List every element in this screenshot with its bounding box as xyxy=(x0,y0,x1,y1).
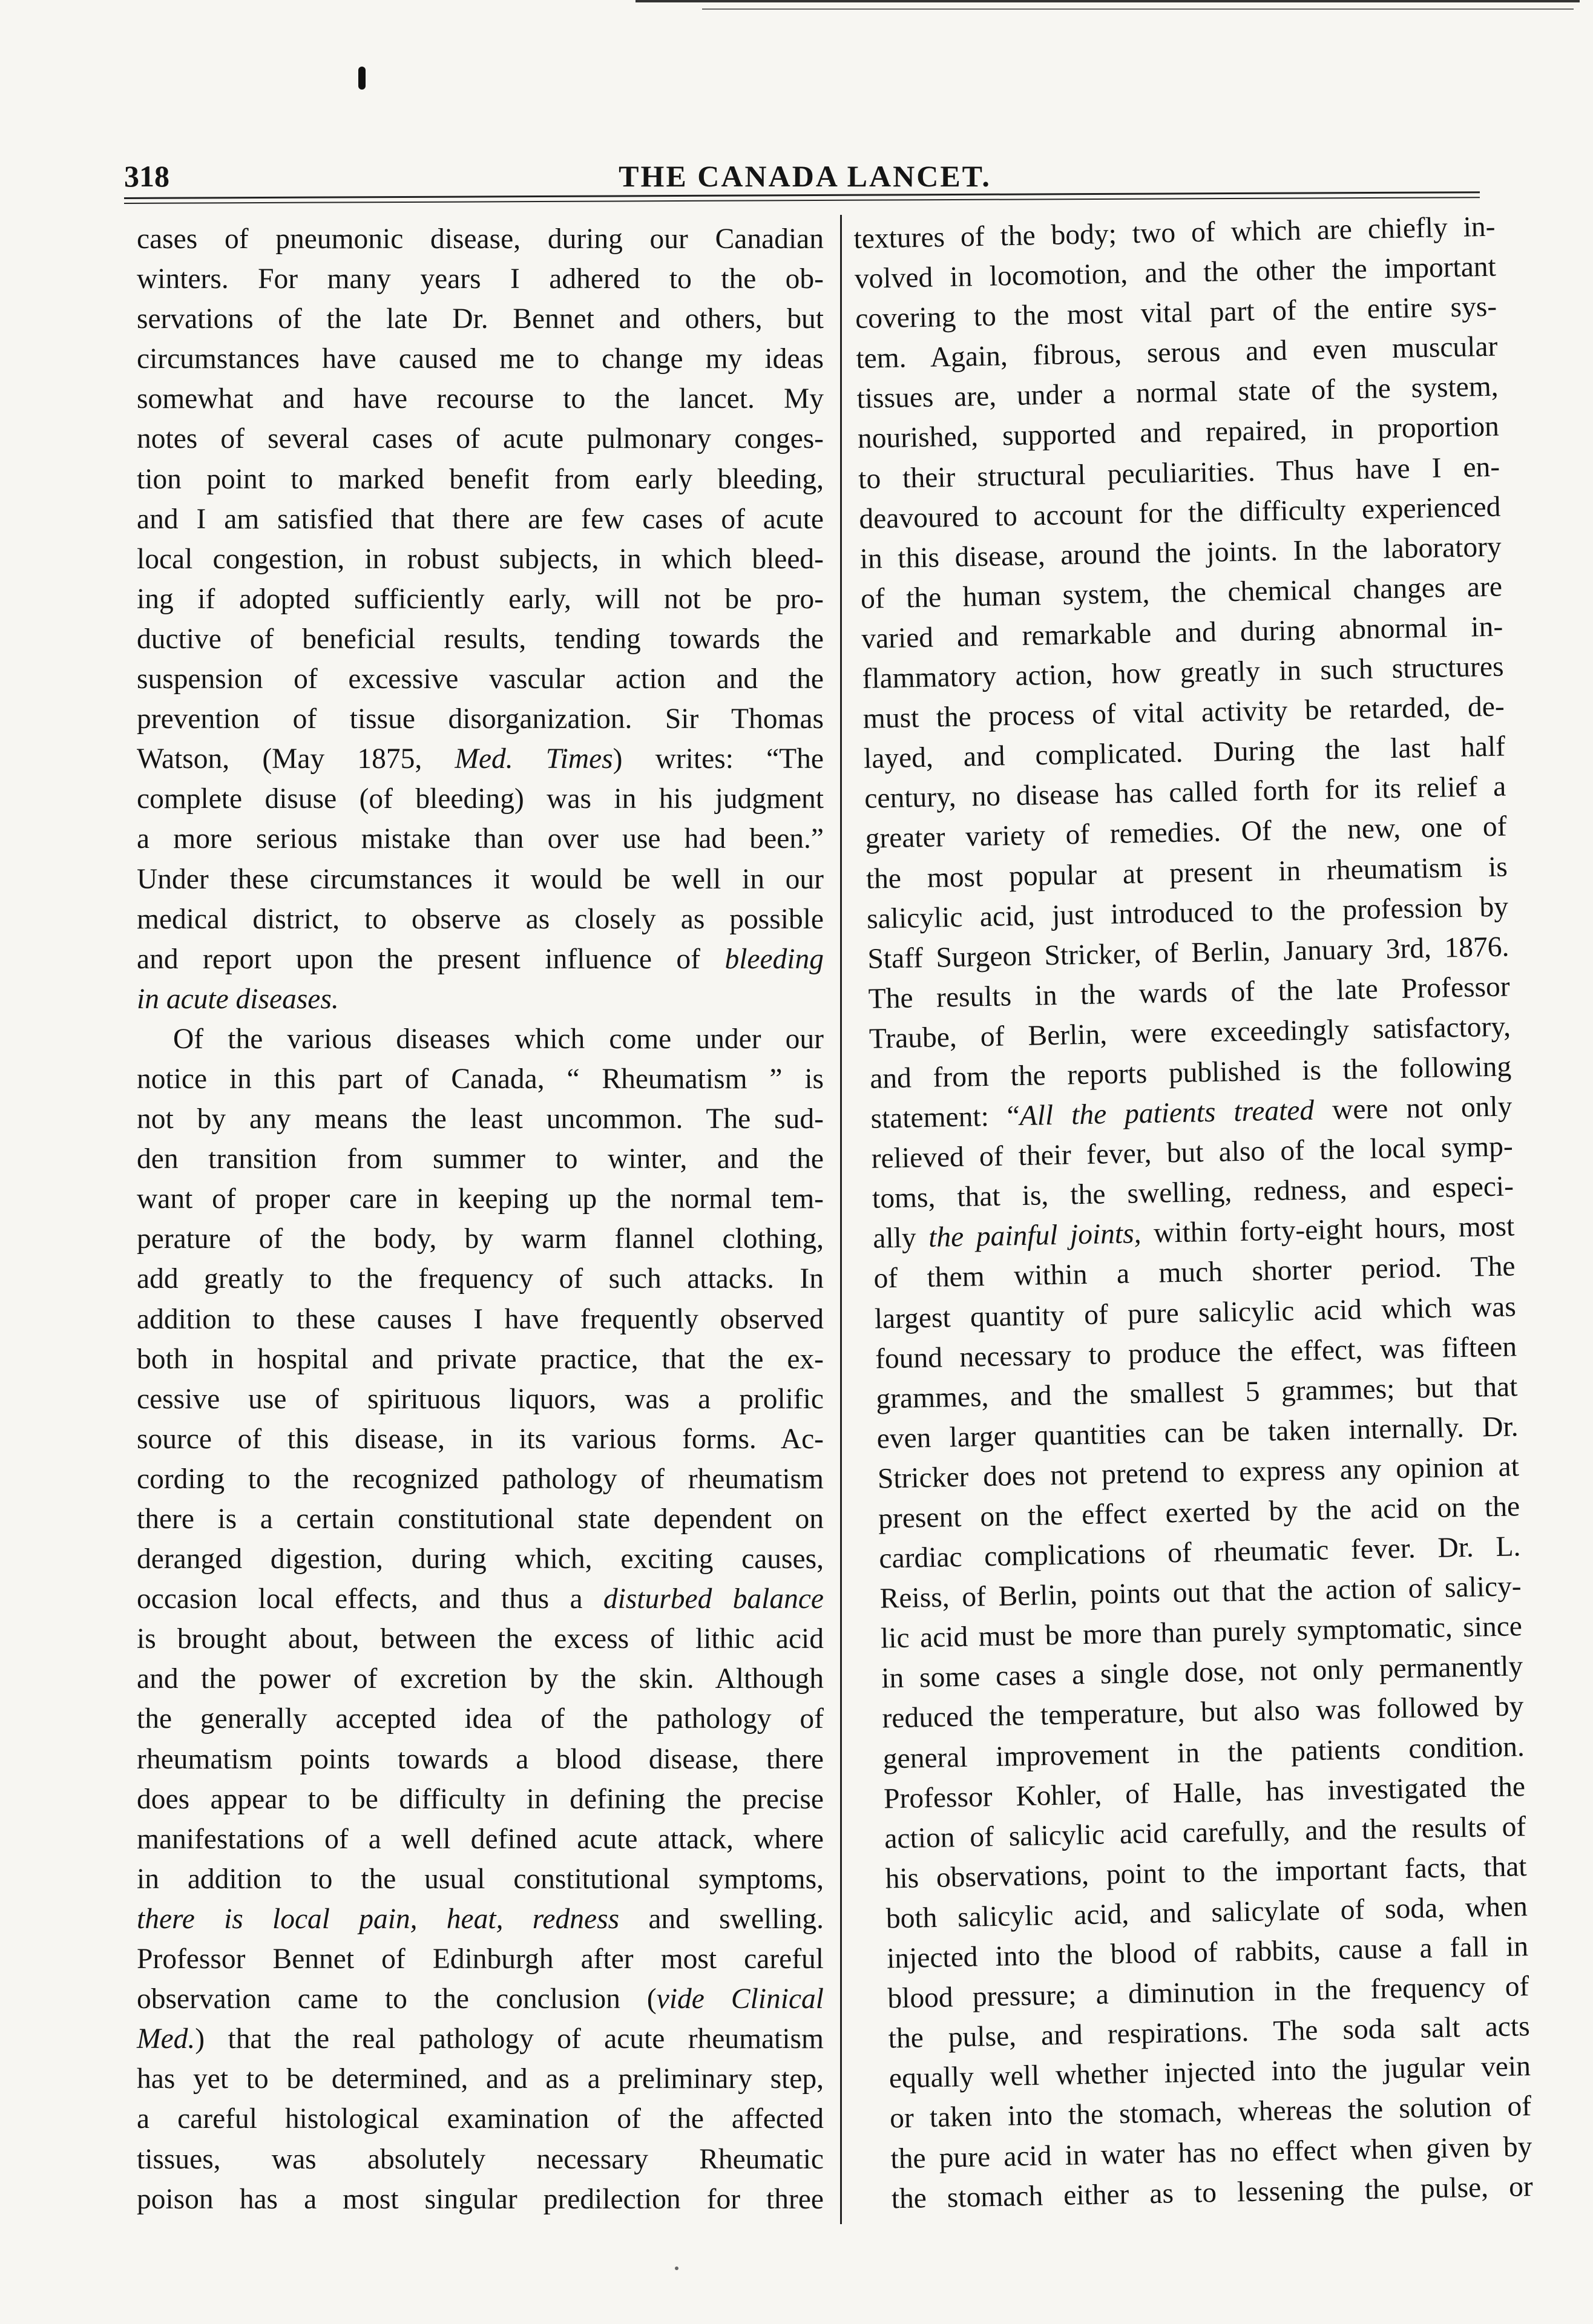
text-line: must the process of vital activity be retarded, de- xyxy=(862,691,1505,735)
text-line: circumstances have caused me to change my ideas xyxy=(137,343,824,375)
text-line: manifestations of a well defined acute attack, where xyxy=(137,1823,824,1855)
text-line: cording to the recognized pathology of rheumatism xyxy=(137,1463,824,1495)
text-line: prevention of tissue disorganization. Sir Thomas xyxy=(137,703,824,735)
text-line: Professor Bennet of Edinburgh after most careful xyxy=(137,1943,824,1975)
text-line: the stomach either as to lessening the pulse, or xyxy=(891,2170,1534,2214)
text-line: tissues, was absolutely necessary Rheumatic xyxy=(137,2143,824,2175)
text-line: servations of the late Dr. Bennet and others, but xyxy=(137,303,824,335)
text-line: suspension of excessive vascular action and the xyxy=(137,663,824,695)
text-line: ductive of beneficial results, tending towards the xyxy=(137,623,824,655)
text-line: in some cases a single dose, not only permanently xyxy=(881,1650,1523,1695)
text-line: perature of the body, by warm flannel clothing, xyxy=(137,1223,824,1255)
text-line: tem. Again, fibrous, serous and even muscular xyxy=(855,330,1498,375)
text-line: flammatory action, how greatly in such structures xyxy=(862,651,1504,695)
text-line: occasion local effects, and thus a disturbed balance xyxy=(137,1583,824,1615)
top-edge-rule-secondary xyxy=(702,8,1574,10)
text-line: Under these circumstances it would be well in our xyxy=(137,863,824,895)
text-line: Professor Kohler, of Halle, has investigated the xyxy=(883,1770,1526,1815)
text-line: ally the painful joints, within forty-eight hours, most xyxy=(872,1210,1515,1255)
text-line: covering to the most vital part of the entire sys- xyxy=(855,290,1497,335)
text-line: winters. For many years I adhered to the ob- xyxy=(137,263,824,295)
text-line: in this disease, around the joints. In the laboratory xyxy=(859,531,1502,575)
left-column xyxy=(137,219,824,2219)
text-line: complete disuse (of bleeding) was in his judgment xyxy=(137,783,824,815)
text-line: has yet to be determined, and as a preliminary step, xyxy=(137,2063,824,2095)
text-line: tissues are, under a normal state of the system, xyxy=(856,370,1499,415)
text-line: the pulse, and respirations. The soda salt acts xyxy=(888,2011,1531,2055)
text-line: source of this disease, in its various forms. Ac- xyxy=(137,1423,824,1455)
text-line: tion point to marked benefit from early bleeding, xyxy=(137,463,824,495)
text-line: cessive use of spirituous liquors, was a prolific xyxy=(137,1383,824,1415)
text-line: greater variety of remedies. Of the new, one of xyxy=(865,810,1507,855)
text-line: want of proper care in keeping up the normal tem- xyxy=(137,1183,824,1215)
text-line: Med.) that the real pathology of acute rheumatism xyxy=(137,2023,824,2055)
text-line: cases of pneumonic disease, during our Canadian xyxy=(137,223,824,255)
text-line: the generally accepted idea of the pathology of xyxy=(137,1703,824,1735)
text-line: blood pressure; a diminution in the frequency of xyxy=(887,1971,1529,2015)
text-line: in acute diseases. xyxy=(137,983,339,1015)
text-line: grammes, and the smallest 5 grammes; but that xyxy=(875,1371,1518,1415)
text-line: of them within a much shorter period. The xyxy=(873,1250,1516,1295)
text-line: there is local pain, heat, redness and swelling. xyxy=(137,1903,824,1935)
running-title: THE CANADA LANCET. xyxy=(619,159,991,193)
text-line: Traube, of Berlin, were exceedingly satisfactory, xyxy=(869,1011,1511,1055)
text-line: ing if adopted sufficiently early, will not be pro- xyxy=(137,583,824,615)
text-line: largest quantity of pure salicylic acid which was xyxy=(874,1290,1517,1335)
text-line: notes of several cases of acute pulmonary conges- xyxy=(137,423,824,455)
text-line: Staff Surgeon Stricker, of Berlin, January 3rd, 1876. xyxy=(867,931,1509,975)
text-line: not by any means the least uncommon. The sud- xyxy=(137,1103,824,1135)
text-line: a more serious mistake than over use had been.” xyxy=(137,823,824,855)
text-line: there is a certain constitutional state dependent on xyxy=(137,1503,824,1535)
text-line: reduced the temperature, but also was followed by xyxy=(882,1690,1524,1735)
text-line: addition to these causes I have frequently observed xyxy=(137,1303,824,1335)
bottom-mark xyxy=(675,2267,678,2270)
text-line: relieved of their fever, but also of the local symp- xyxy=(871,1131,1514,1175)
text-line: Watson, (May 1875, Med. Times) writes: “The xyxy=(137,743,824,775)
text-line: somewhat and have recourse to the lancet. My xyxy=(137,383,824,415)
text-line: a careful histological examination of the affected xyxy=(137,2103,824,2135)
text-line: or taken into the stomach, whereas the solution of xyxy=(889,2090,1532,2135)
text-line: both in hospital and private practice, that the ex- xyxy=(137,1343,824,1375)
text-line: varied and remarkable and during abnormal in- xyxy=(861,611,1503,655)
column-divider xyxy=(840,215,842,2224)
text-line: The results in the wards of the late Professor xyxy=(868,971,1511,1015)
text-line: observation came to the conclusion (vide Clinical xyxy=(137,1983,824,2015)
text-line: equally well whether injected into the jugular vein xyxy=(888,2050,1531,2095)
text-line: injected into the blood of rabbits, cause a fall in xyxy=(886,1931,1529,1975)
text-line: general improvement in the patients condition. xyxy=(882,1730,1525,1775)
text-line: action of salicylic acid carefully, and the results of xyxy=(884,1810,1526,1855)
text-line: in addition to the usual constitutional symptoms, xyxy=(137,1863,824,1895)
text-line: both salicylic acid, and salicylate of soda, when xyxy=(885,1891,1528,1935)
text-line: Of the various diseases which come under our xyxy=(173,1023,824,1055)
text-line: salicylic acid, just introduced to the profession by xyxy=(866,891,1509,935)
text-line: found necessary to produce the effect, was fifteen xyxy=(875,1330,1517,1375)
text-line: and from the reports published is the following xyxy=(869,1051,1512,1095)
top-edge-rule xyxy=(636,0,1580,2)
text-line: textures of the body; two of which are chiefly in- xyxy=(853,211,1496,255)
text-line: his observations, point to the important facts, that xyxy=(885,1850,1527,1895)
text-line: deranged digestion, during which, exciting causes, xyxy=(137,1543,824,1575)
text-line: volved in locomotion, and the other the important xyxy=(854,251,1497,295)
ink-speck xyxy=(358,67,366,90)
text-line: the pure acid in water has no effect when given by xyxy=(890,2130,1532,2175)
text-line: the most popular at present in rheumatism is xyxy=(865,850,1508,895)
text-line: and the power of excretion by the skin. Although xyxy=(137,1663,824,1695)
text-line: does appear to be difficulty in defining the precise xyxy=(137,1783,824,1815)
text-line: is brought about, between the excess of lithic acid xyxy=(137,1623,824,1655)
text-line: lic acid must be more than purely symptomatic, since xyxy=(880,1610,1523,1655)
text-line: add greatly to the frequency of such attacks. In xyxy=(137,1263,824,1295)
text-line: den transition from summer to winter, and the xyxy=(137,1143,824,1175)
text-line: cardiac complications of rheumatic fever. Dr. L. xyxy=(879,1531,1521,1575)
text-line: present on the effect exerted by the acid on the xyxy=(878,1491,1520,1535)
text-line: Reiss, of Berlin, points out that the action of salicy- xyxy=(879,1571,1522,1615)
text-line: century, no disease has called forth for its relief a xyxy=(864,770,1506,815)
text-line: poison has a most singular predilection for three xyxy=(137,2183,824,2215)
page-number: 318 xyxy=(124,159,169,193)
text-line: local congestion, in robust subjects, in which bleed- xyxy=(137,543,824,575)
right-column xyxy=(853,207,1533,2219)
text-line: rheumatism points towards a blood disease, there xyxy=(137,1743,824,1775)
text-line: even larger quantities can be taken internally. Dr. xyxy=(876,1411,1519,1455)
text-line: and I am satisfied that there are few cases of acute xyxy=(137,503,824,535)
text-line: and report upon the present influence of bleeding xyxy=(137,943,824,975)
text-line: deavoured to account for the difficulty experienced xyxy=(859,491,1501,535)
text-line: toms, that is, the swelling, redness, and especi- xyxy=(872,1170,1514,1215)
text-line: medical district, to observe as closely as possible xyxy=(137,903,824,935)
text-line: of the human system, the chemical changes are xyxy=(860,571,1503,615)
text-line: layed, and complicated. During the last half xyxy=(863,730,1506,775)
text-line: nourished, supported and repaired, in proportion xyxy=(857,411,1500,455)
text-line: to their structural peculiarities. Thus have I en- xyxy=(858,451,1500,495)
text-line: statement: “All the patients treated were not only xyxy=(870,1091,1513,1135)
text-line: notice in this part of Canada, “ Rheumatism ” is xyxy=(137,1063,824,1095)
text-line: Stricker does not pretend to express any opinion at xyxy=(877,1451,1520,1495)
